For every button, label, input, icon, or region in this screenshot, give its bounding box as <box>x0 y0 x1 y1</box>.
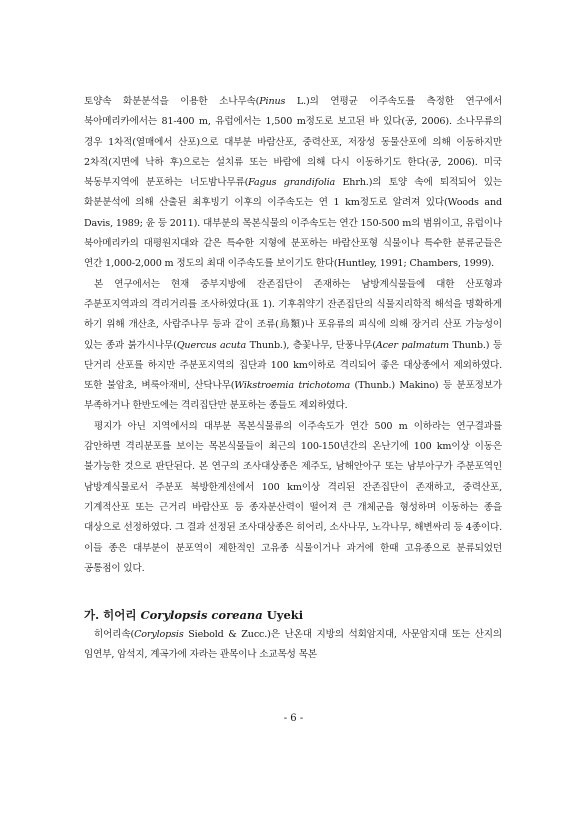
text-run: 토양속 화분분석을 이용한 소나무속( <box>84 96 260 107</box>
text-run: Thunb.), 층꽃나무, 단풍나무( <box>246 339 376 351</box>
scientific-name: Acer palmatum <box>375 339 449 351</box>
paragraph-4 <box>84 625 502 666</box>
section-heading <box>84 605 502 625</box>
text-run: 평지가 아닌 지역에서의 대부분 목본식물류의 이주속도가 연간 500 m 이하라는 연구결과를 감안하면 격리분포를 보이는 목본식물들이 최근의 100-150년간의 온난기에 100 km이상 이동은 불가능한 것으로 판단된다. 본 연구의 조사대상종은 제주도, 남해안아구 또는 남부아구가 주분포역인 남방계식물로서 주분포 북방한계선에서 100 km이상 격리된 잔존집단이 존재하고, 중력산포, 기계적산포 또는 근거리 바람산포 등 종자분산력이 떨어져 큰 개체군을 형성하며 이동하는 종을 대상으로 선정하였다. 그 결과 선정된 조사대상종은 히어리, 소사나무, 노각나무, 해변싸리 등 4종이다. 이들 종은 대부분이 분포역이 제한적인 고유종 식물이거나 과거에 한때 고유종으로 분류되었던 공통점이 있다. <box>84 420 502 574</box>
paragraph-3 <box>84 417 502 579</box>
paragraph-1 <box>84 92 502 275</box>
text-run: 본 연구에서는 현재 중부지방에 잔존집단이 존재하는 남방계식물들에 대한 산포형과 주분포지역과의 격리거리를 조사하였다(표 1). 기후취약기 잔존집단의 식물지리학적 해석을 명확하게 하기 위해 개산초, 사람주나무 등과 같이 조류(鳥類)나 포유류의 피식에 의해 장거리 산포 가능성이 있는 종과 붉가시나무( <box>84 278 502 351</box>
section-heading-species: Corylopsis coreana <box>140 608 263 623</box>
scientific-name: Wikstroemia trichotoma <box>234 380 351 392</box>
text-run: L.)의 연평균 이주속도를 측정한 연구에서 북아메리카에서는 81-400 m, 유럽에서는 1,500 m정도로 보고된 바 있다(공, 2006). 소나무류의 경우 1차적(열매에서 산포)으로 대부분 바람산포, 중력산포, 저장성 동물산포에 의해 이동하지만 2차적(지면에 낙하 후)으로는 설치류 또는 바람에 의해 다시 이동하기도 한다(공, 2006). 미국 북동부지역에 분포하는 너도밤나무류( <box>84 96 503 189</box>
scientific-name: Fagus grandifolia <box>248 177 336 189</box>
scientific-name: Corylopsis <box>134 629 184 641</box>
text-run: 히어리속( <box>94 629 135 641</box>
text-run: Thunb.) 등 단거리 산포를 하지만 주분포지역의 집단과 100 km이하로 격리되어 좋은 대상종에서 제외하였다. 또한 불암초, 벼룩아재비, 산닥나무( <box>84 339 502 392</box>
text-run: (Thunb.) Makino) 등 분포정보가 부족하거나 한반도에는 격리집단만 분포하는 종들도 제외하였다. <box>84 380 502 412</box>
text-run: Siebold & Zucc.)은 난온대 지방의 석회암지대, 사문암지대 또는 산지의 임연부, 암석지, 계곡가에 자라는 관목이나 소교목성 목본 <box>84 629 502 661</box>
text-run: Ehrh.)의 토양 속에 퇴적되어 있는 화분분석에 의해 산출된 최후빙기 이후의 이주속도는 연 1 km정도로 알려져 있다(Woods and Davis, 1989; 윤 등 2011). 대부분의 목본식물의 이주속도는 연간 150-500 m의 범위이고, 유럽이나 북아메리카의 대평원지대와 같은 특수한 지형에 분포하는 바람산포형 식물이나 특수한 분류군들은 연간 1,000-2,000 m 정도의 최대 이주속도를 보이기도 한다(Huntley, 1991; Chambers, 1999). <box>84 177 502 270</box>
page-number: - 6 - <box>283 713 304 724</box>
body-text <box>84 92 502 666</box>
section-heading-author: Uyeki <box>262 608 304 623</box>
paragraph-2 <box>84 275 502 417</box>
scientific-name: Pinus <box>259 96 286 107</box>
section-heading-prefix: 가. 히어리 <box>84 608 141 623</box>
scientific-name: Quercus acuta <box>176 339 247 351</box>
